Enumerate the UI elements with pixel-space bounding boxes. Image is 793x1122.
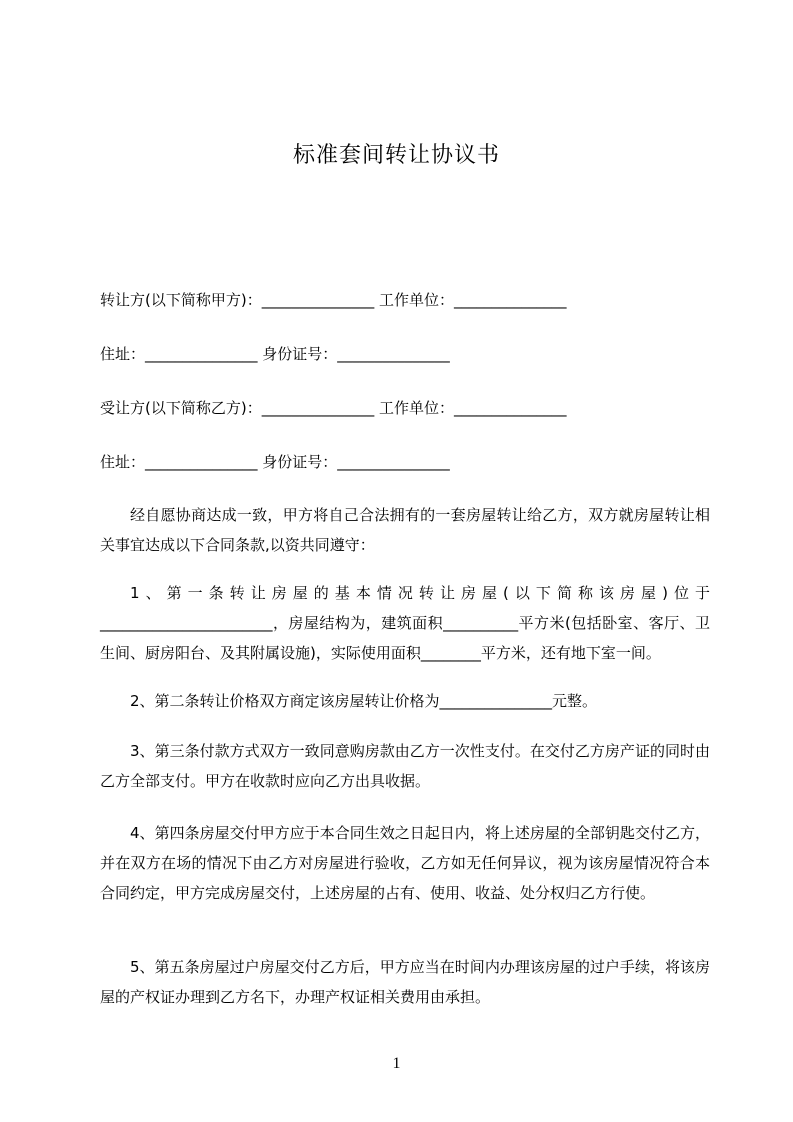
clause-2: 2、第二条转让价格双方商定该房屋转让价格为_______________元整。 [130,692,598,710]
clause-5: 5、第五条房屋过户房屋交付乙方后，甲方应当在时间内办理该房屋的过户手续，将该房屋的产权证办理到乙方名下，办理产权证相关费用由承担。 [100,958,710,1006]
clause-1: 1、第一条转让房屋的基本情况转让房屋(以下简称该房屋)位于_______________________，房屋结构为，建筑面积__________平方米(包括卧室、客厅、卫生间、厨房阳台、及其附属设施)，实际使用面积________平方米，还有地下室一间。 [100,584,710,662]
page-number: 1 [392,1055,401,1072]
clause-3: 3、第三条付款方式双方一致同意购房款由乙方一次性支付。在交付乙方房产证的同时由乙方全部支付。甲方在收款时应向乙方出具收据。 [100,742,710,790]
document-title: 标准套间转让协议书 [292,143,500,168]
transferor-line: 转让方(以下简称甲方)：_______________ 工作单位：_______________ [100,291,567,309]
intro-paragraph: 经自愿协商达成一致，甲方将自己合法拥有的一套房屋转让给乙方，双方就房屋转让相关事宜达成以下合同条款,以资共同遵守： [100,506,710,554]
transferor-address-line: 住址：_______________ 身份证号：_______________ [100,345,450,363]
clause-4: 4、第四条房屋交付甲方应于本合同生效之日起日内，将上述房屋的全部钥匙交付乙方，并在双方在场的情况下由乙方对房屋进行验收，乙方如无任何异议，视为该房屋情况符合本合同约定，甲方完成房屋交付，上述房屋的占有、使用、收益、处分权归乙方行使。 [100,824,710,902]
transferee-address-line: 住址：_______________ 身份证号：_______________ [100,453,450,471]
transferee-line: 受让方(以下简称乙方)：_______________ 工作单位：_______________ [100,399,567,417]
